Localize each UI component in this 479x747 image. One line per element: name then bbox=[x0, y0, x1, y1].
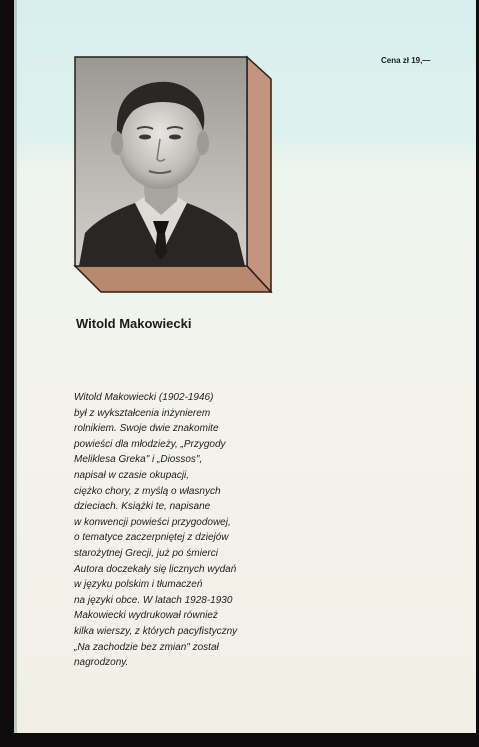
bio-line: starożytnej Grecji, już po śmierci bbox=[74, 547, 218, 559]
bio-line: Autora doczekały się licznych wydań bbox=[74, 563, 237, 575]
bio-line: kilka wierszy, z których pacyfistyczny bbox=[74, 625, 238, 637]
bio-line: powieści dla młodzieży, „Przygody bbox=[74, 438, 226, 450]
bio-line: ciężko chory, z myślą o własnych bbox=[74, 485, 221, 497]
bio-line: w języku polskim i tłumaczeń bbox=[74, 579, 203, 591]
bio-line: „Na zachodzie bez zmian" został bbox=[74, 641, 219, 653]
bio-line: Meliklesa Greka" i „Diossos", bbox=[74, 454, 203, 466]
bio-line: w konwencji powieści przygodowej, bbox=[74, 516, 231, 528]
bio-line: był z wykształcenia inżynierem bbox=[74, 407, 211, 419]
bio-line: Witold Makowiecki (1902-1946) bbox=[74, 392, 214, 403]
bio-line: dzieciach. Książki te, napisane bbox=[74, 501, 211, 513]
author-name: Witold Makowiecki bbox=[76, 316, 192, 331]
price-label: Cena zł 19,— bbox=[381, 56, 431, 65]
bio-line: rolnikiem. Swoje dwie znakomite bbox=[74, 423, 219, 435]
bio-line: nagrodzony. bbox=[74, 657, 129, 669]
author-biography bbox=[74, 390, 314, 671]
cover-edge bbox=[14, 0, 17, 733]
author-portrait bbox=[71, 55, 273, 293]
bio-line: napisał w czasie okupacji, bbox=[74, 469, 190, 481]
bio-line: na języki obce. W latach 1928-1930 bbox=[74, 594, 233, 606]
bio-line: Makowiecki wydrukował również bbox=[74, 610, 218, 622]
bio-line: o tematyce zaczerpniętej z dziejów bbox=[74, 532, 229, 544]
